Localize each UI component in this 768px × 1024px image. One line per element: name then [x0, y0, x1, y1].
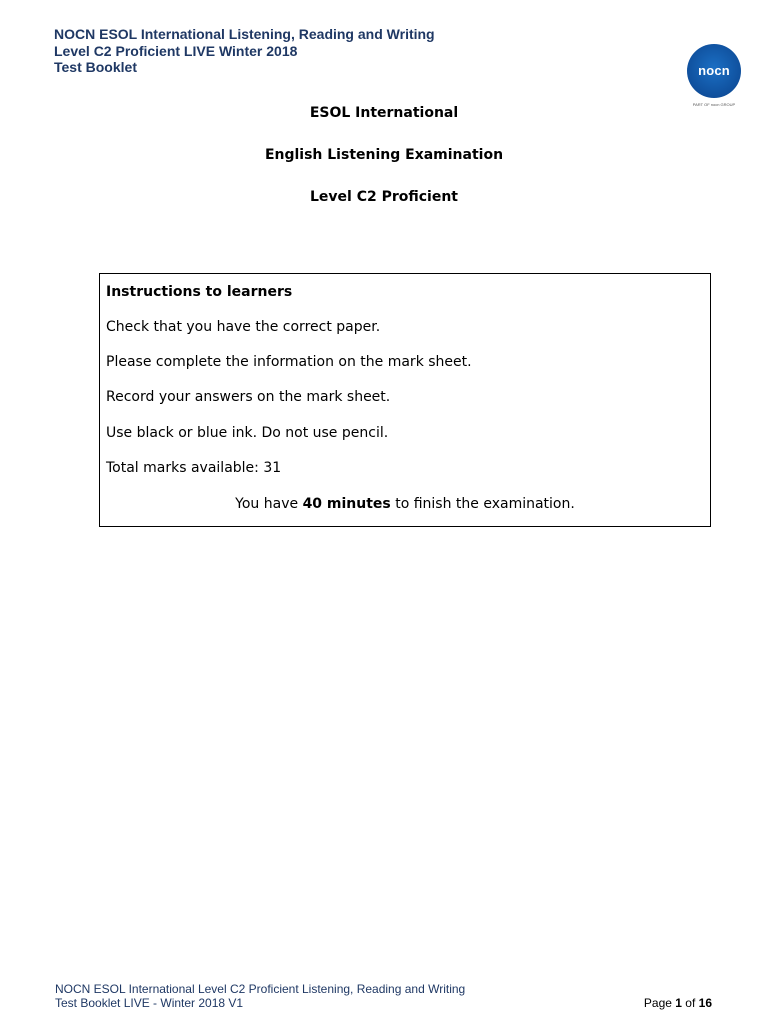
header-line-level: Level C2 Proficient LIVE Winter 2018 — [54, 42, 298, 59]
footer-line-title: NOCN ESOL International Level C2 Proficient Listening, Reading and Writing — [55, 982, 466, 996]
footer-document-info — [55, 983, 465, 1010]
document-header — [54, 26, 614, 76]
instructions-heading: Instructions to learners — [106, 284, 293, 300]
footer-line-version: Test Booklet LIVE - Winter 2018 V1 — [55, 995, 244, 1010]
instruction-line: Record your answers on the mark sheet. — [106, 389, 391, 405]
header-line-booklet: Test Booklet — [54, 59, 137, 75]
time-suffix: to finish the examination. — [390, 496, 575, 512]
logo-text: nocn — [698, 62, 730, 78]
instruction-time-limit — [100, 495, 710, 513]
instruction-line: Please complete the information on the mark sheet. — [106, 354, 472, 370]
title-level: Level C2 Proficient — [309, 189, 458, 205]
title-exam-name: English Listening Examination — [264, 147, 504, 163]
page-of: of — [681, 996, 699, 1010]
page-current: 1 — [675, 996, 682, 1010]
page-number — [644, 997, 712, 1011]
page-label: Page — [643, 996, 676, 1010]
logo-circle — [687, 44, 741, 98]
instruction-line: Use black or blue ink. Do not use pencil. — [106, 425, 389, 441]
instructions-box — [99, 273, 711, 527]
time-duration: 40 minutes — [302, 496, 391, 512]
header-line-title: NOCN ESOL International Listening, Reading and Writing — [54, 26, 435, 42]
instruction-total-marks: Total marks available: 31 — [106, 460, 282, 476]
title-esol-international: ESOL International — [309, 105, 459, 121]
time-prefix: You have — [235, 496, 303, 512]
instruction-line: Check that you have the correct paper. — [106, 319, 381, 335]
nocn-logo-icon — [686, 44, 742, 108]
page-total: 16 — [698, 996, 712, 1010]
logo-subtext: PART OF nocn GROUP — [692, 102, 736, 107]
